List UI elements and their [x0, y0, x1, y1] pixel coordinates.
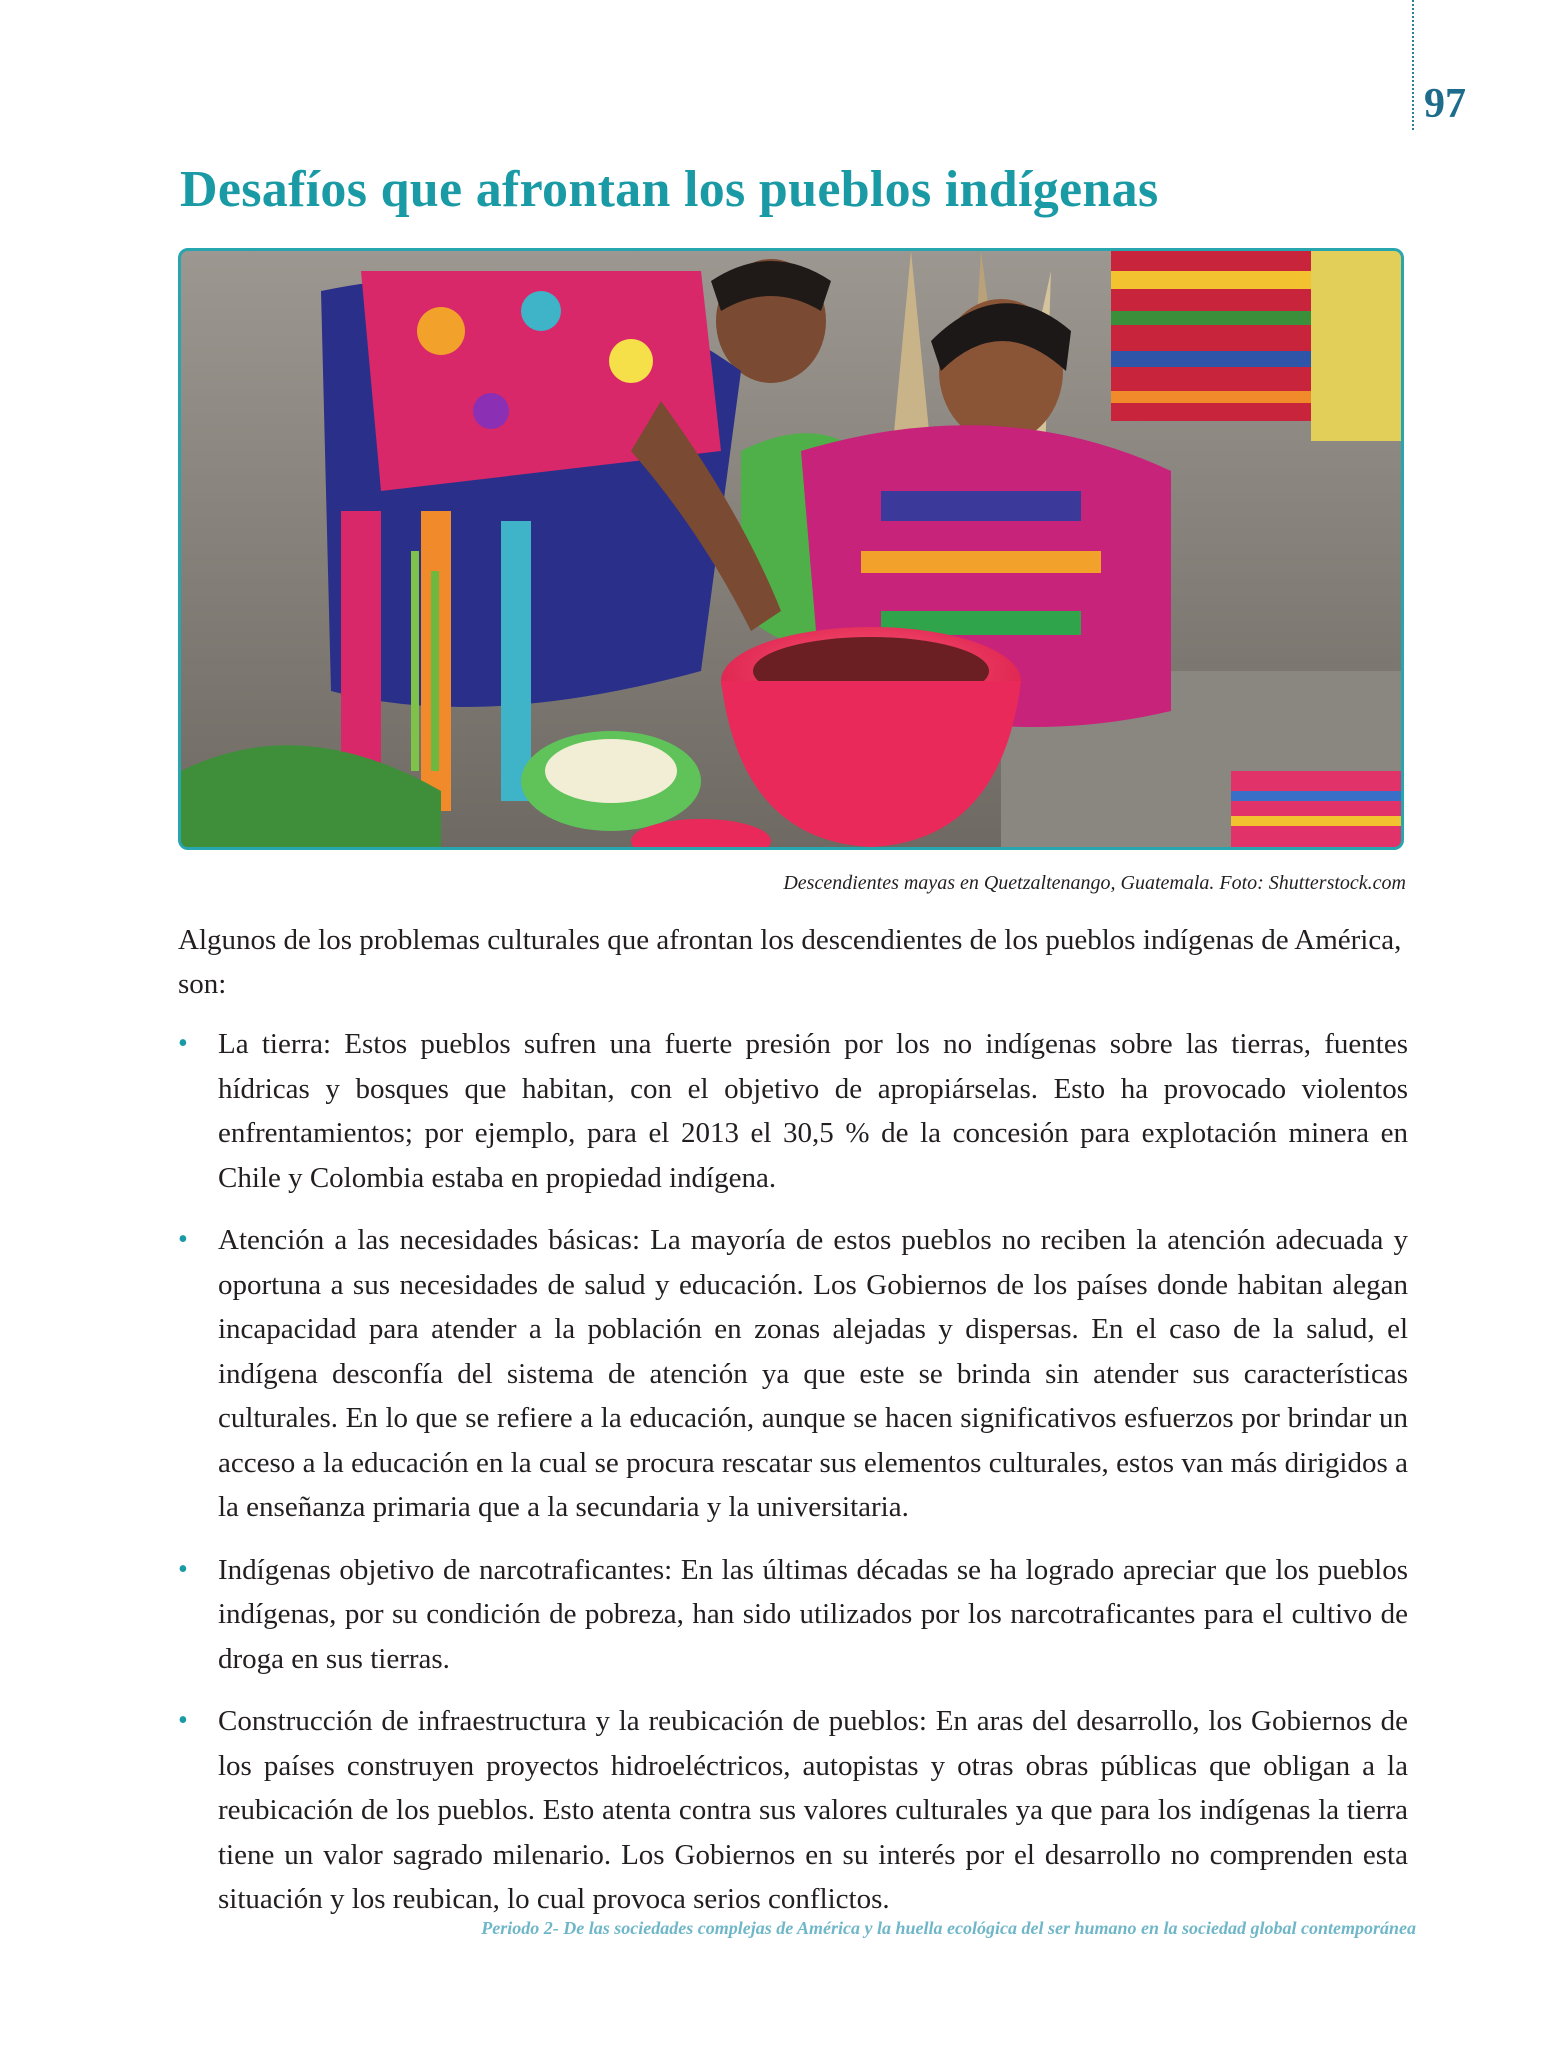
- list-item-infrastructure: [178, 1699, 1408, 1922]
- list-item-text: La tierra: Estos pueblos sufren una fuerte presión por los no indígenas sobre las tierras, fuentes hídricas y bosques que habitan, con el objetivo de apropiárselas. Esto ha provocado violentos enfrentamientos; por ejemplo, para el 2013 el 30,5 % de la concesión para explotación minera en Chile y Colombia estaba en propiedad indígena.: [218, 1028, 1408, 1194]
- intro-paragraph: Algunos de los problemas culturales que afrontan los descendientes de los pueblos indígenas de América, son:: [178, 924, 1402, 1000]
- page-title: Desafíos que afrontan los pueblos indígenas: [180, 161, 1159, 218]
- list-item-basic-needs: [178, 1218, 1408, 1530]
- list-item-text: Indígenas objetivo de narcotraficantes: En las últimas décadas se ha logrado apreciar que los pueblos indígenas, por su condición de pobreza, han sido utilizados por los narcotraficantes para el cultivo de droga en sus tierras.: [218, 1553, 1408, 1675]
- market-photo: [178, 248, 1404, 850]
- bullet-marker: •: [178, 1224, 188, 1255]
- list-item-text: Atención a las necesidades básicas: La mayoría de estos pueblos no reciben la atención adecuada y oportuna a sus necesidades de salud y educación. Los Gobiernos de los países donde habitan alegan incapacidad para atender a la población en zonas alejadas y dispersas. En el caso de la salud, el indígena desconfía del sistema de atención ya que este se brinda sin atender sus características culturales. En lo que se refiere a la educación, aunque se hacen significativos esfuerzos por brindar un acceso a la educación en la cual se procura rescatar sus elementos culturales, estos van más dirigidos a la enseñanza primaria que a la secundaria y la universitaria.: [218, 1224, 1408, 1523]
- bullet-marker: •: [178, 1705, 188, 1736]
- photo-caption: Descendientes mayas en Quetzaltenango, Guatemala. Foto: Shutterstock.com: [783, 872, 1406, 894]
- list-item-land: [178, 1022, 1408, 1200]
- bullet-marker: •: [178, 1028, 188, 1059]
- market-photo-illustration: [181, 251, 1401, 847]
- page-number: 97: [1424, 81, 1466, 127]
- page-rule: [1412, 0, 1414, 130]
- list-item-text: Construcción de infraestructura y la reubicación de pueblos: En aras del desarrollo, los Gobiernos de los países construyen proyectos hidroeléctricos, autopistas y otras obras públicas que obligan a la reubicación de los pueblos. Esto atenta contra sus valores culturales ya que para los indígenas la tierra tiene un valor sagrado milenario. Los Gobiernos en su interés por el desarrollo no comprenden esta situación y los reubican, lo cual provoca serios conflictos.: [218, 1705, 1408, 1915]
- page-footer: Periodo 2- De las sociedades complejas de América y la huella ecológica del ser humano en la sociedad global contemporánea: [481, 1918, 1416, 1938]
- problem-list: [178, 1022, 1408, 1940]
- bullet-marker: •: [178, 1553, 188, 1585]
- hanging-textiles: [1111, 251, 1401, 441]
- list-item-narcotraffic: [178, 1548, 1408, 1682]
- striped-cloth: [1231, 771, 1401, 847]
